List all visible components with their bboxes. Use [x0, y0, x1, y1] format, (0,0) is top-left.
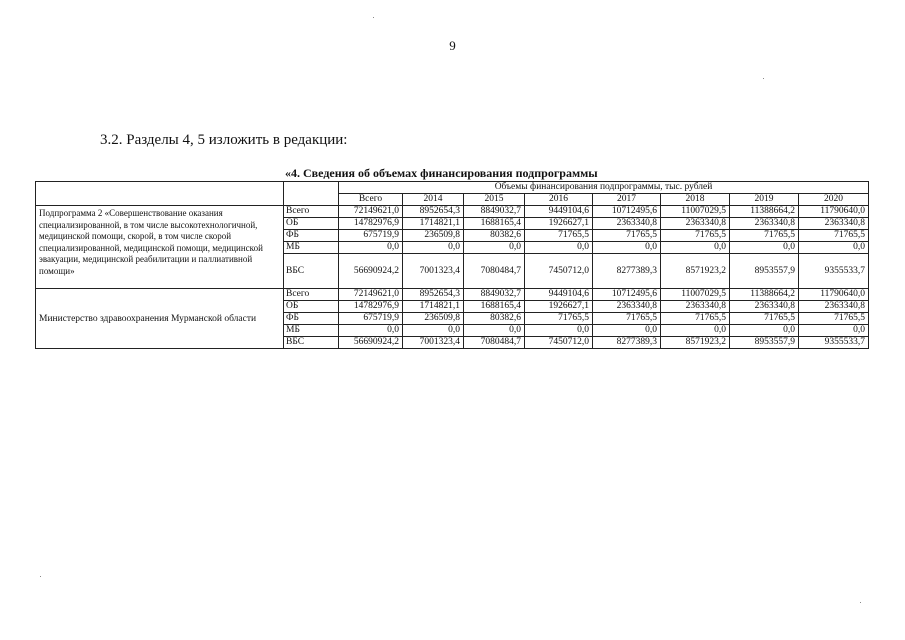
- value-cell: 71765,5: [730, 230, 799, 242]
- value-cell: 0,0: [799, 242, 869, 254]
- value-cell: 7450712,0: [525, 254, 593, 289]
- value-cell: 10712495,6: [593, 289, 661, 301]
- header-empty-source-cell: [284, 182, 339, 206]
- header-empty-name-cell: [36, 182, 284, 206]
- value-cell: 2363340,8: [799, 301, 869, 313]
- column-header: 2020: [799, 194, 869, 206]
- value-cell: 236509,8: [403, 230, 464, 242]
- page-number: 9: [449, 38, 456, 53]
- value-cell: 2363340,8: [730, 218, 799, 230]
- table-row: [36, 289, 869, 301]
- value-cell: 8571923,2: [661, 254, 730, 289]
- value-cell: 2363340,8: [661, 301, 730, 313]
- value-cell: 675719,9: [339, 230, 403, 242]
- value-cell: 1688165,4: [464, 218, 525, 230]
- value-cell: 0,0: [339, 325, 403, 337]
- funding-source: Всего: [284, 289, 339, 301]
- value-cell: 1714821,1: [403, 218, 464, 230]
- value-cell: 7080484,7: [464, 337, 525, 349]
- value-cell: 80382,6: [464, 230, 525, 242]
- funding-source: ВБС: [284, 254, 339, 289]
- intro-text: 3.2. Разделы 4, 5 изложить в редакции:: [100, 132, 348, 148]
- value-cell: 8277389,3: [593, 254, 661, 289]
- value-cell: 0,0: [730, 242, 799, 254]
- value-cell: 72149621,0: [339, 206, 403, 218]
- value-cell: 8953557,9: [730, 254, 799, 289]
- value-cell: 2363340,8: [661, 218, 730, 230]
- value-cell: 11388664,2: [730, 289, 799, 301]
- value-cell: 11790640,0: [799, 206, 869, 218]
- financing-table: [35, 181, 869, 349]
- value-cell: 11007029,5: [661, 289, 730, 301]
- column-header: 2016: [525, 194, 593, 206]
- value-cell: 56690924,2: [339, 337, 403, 349]
- ministry-name: Министерство здравоохранения Мурманской области: [36, 289, 284, 349]
- value-cell: 9355533,7: [799, 254, 869, 289]
- column-header: Всего: [339, 194, 403, 206]
- funding-source: ФБ: [284, 230, 339, 242]
- value-cell: 7001323,4: [403, 254, 464, 289]
- value-cell: 71765,5: [661, 230, 730, 242]
- volume-header: Объемы финансирования подпрограммы, тыс. рублей: [339, 182, 869, 194]
- value-cell: 0,0: [593, 242, 661, 254]
- value-cell: 71765,5: [799, 313, 869, 325]
- value-cell: 71765,5: [593, 313, 661, 325]
- value-cell: 675719,9: [339, 313, 403, 325]
- funding-source: МБ: [284, 242, 339, 254]
- value-cell: 8952654,3: [403, 289, 464, 301]
- value-cell: 11007029,5: [661, 206, 730, 218]
- table-header-row: [36, 182, 869, 194]
- funding-source: ФБ: [284, 313, 339, 325]
- value-cell: 1714821,1: [403, 301, 464, 313]
- value-cell: 8571923,2: [661, 337, 730, 349]
- value-cell: 11388664,2: [730, 206, 799, 218]
- value-cell: 0,0: [339, 242, 403, 254]
- value-cell: 8953557,9: [730, 337, 799, 349]
- value-cell: 0,0: [464, 325, 525, 337]
- column-header: 2015: [464, 194, 525, 206]
- value-cell: 9449104,6: [525, 289, 593, 301]
- value-cell: 7080484,7: [464, 254, 525, 289]
- funding-source: МБ: [284, 325, 339, 337]
- value-cell: 7001323,4: [403, 337, 464, 349]
- value-cell: 0,0: [730, 325, 799, 337]
- value-cell: 1926627,1: [525, 301, 593, 313]
- value-cell: 0,0: [403, 325, 464, 337]
- value-cell: 9449104,6: [525, 206, 593, 218]
- value-cell: 0,0: [661, 242, 730, 254]
- value-cell: 8849032,7: [464, 206, 525, 218]
- funding-source: ОБ: [284, 301, 339, 313]
- table-title: «4. Сведения об объемах финансирования подпрограммы: [285, 166, 598, 180]
- value-cell: 0,0: [525, 325, 593, 337]
- value-cell: 1926627,1: [525, 218, 593, 230]
- value-cell: 1688165,4: [464, 301, 525, 313]
- value-cell: 11790640,0: [799, 289, 869, 301]
- value-cell: 0,0: [403, 242, 464, 254]
- column-header: 2014: [403, 194, 464, 206]
- table-row: [36, 206, 869, 218]
- value-cell: 8952654,3: [403, 206, 464, 218]
- value-cell: 71765,5: [593, 230, 661, 242]
- value-cell: 72149621,0: [339, 289, 403, 301]
- value-cell: 2363340,8: [593, 301, 661, 313]
- value-cell: 71765,5: [799, 230, 869, 242]
- value-cell: 0,0: [799, 325, 869, 337]
- value-cell: 0,0: [525, 242, 593, 254]
- funding-source: ОБ: [284, 218, 339, 230]
- value-cell: 10712495,6: [593, 206, 661, 218]
- value-cell: 71765,5: [730, 313, 799, 325]
- value-cell: 80382,6: [464, 313, 525, 325]
- value-cell: 71765,5: [525, 313, 593, 325]
- value-cell: 0,0: [464, 242, 525, 254]
- value-cell: 2363340,8: [730, 301, 799, 313]
- subprogram-name: Подпрограмма 2 «Совершенствование оказания специализированной, в том числе высокотехнологичной, медицинской помощи, скорой, в том числе скорой специализированной, медицинской помощи, медицинской эвакуации, медицинской реабилитации и паллиативной помощи»: [36, 206, 284, 289]
- value-cell: 236509,8: [403, 313, 464, 325]
- value-cell: 2363340,8: [593, 218, 661, 230]
- value-cell: 0,0: [661, 325, 730, 337]
- value-cell: 7450712,0: [525, 337, 593, 349]
- column-header: 2018: [661, 194, 730, 206]
- funding-source: ВБС: [284, 337, 339, 349]
- funding-source: Всего: [284, 206, 339, 218]
- value-cell: 71765,5: [661, 313, 730, 325]
- value-cell: 14782976,9: [339, 218, 403, 230]
- value-cell: 0,0: [593, 325, 661, 337]
- value-cell: 8277389,3: [593, 337, 661, 349]
- column-header: 2019: [730, 194, 799, 206]
- value-cell: 2363340,8: [799, 218, 869, 230]
- value-cell: 71765,5: [525, 230, 593, 242]
- value-cell: 14782976,9: [339, 301, 403, 313]
- column-header: 2017: [593, 194, 661, 206]
- value-cell: 56690924,2: [339, 254, 403, 289]
- value-cell: 8849032,7: [464, 289, 525, 301]
- value-cell: 9355533,7: [799, 337, 869, 349]
